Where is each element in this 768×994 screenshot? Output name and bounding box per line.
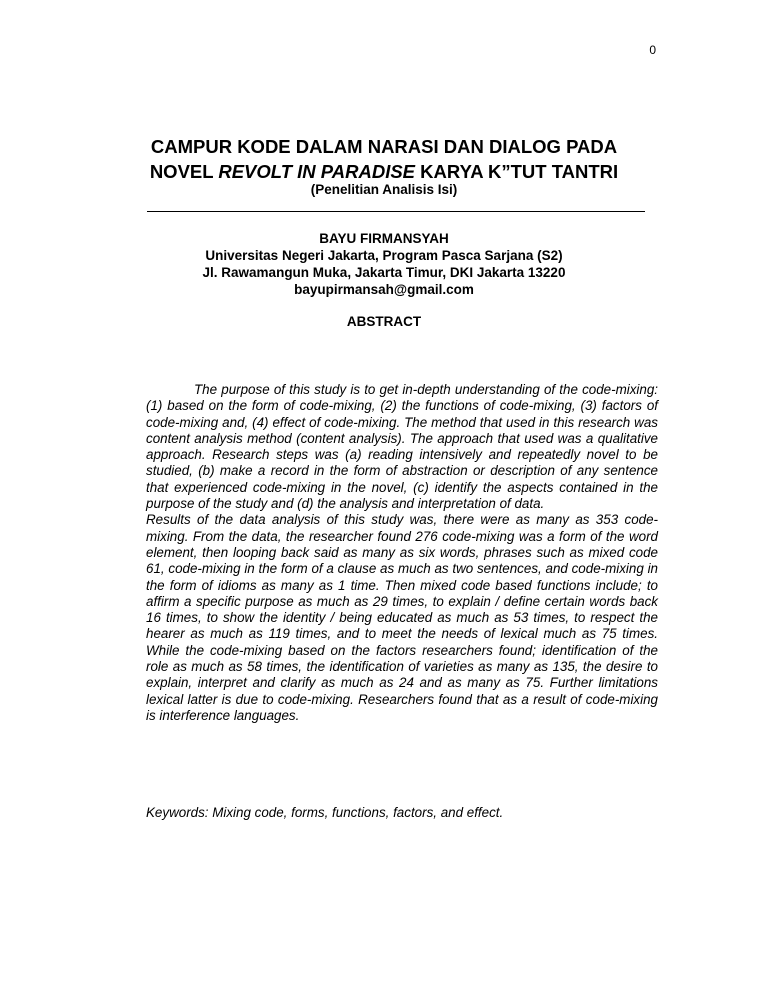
abstract-paragraph-1: The purpose of this study is to get in-depth understanding of the code-mixing: (1) based on the form of code-mixing, (2) the functions of code-mixing, (3) factors of code-mixing and, (4) effect of code-mixing. The method that used in this research was content analysis method (content analysis). The approach that used was a qualitative approach. Research steps was (a) reading intensively and repeatedly novel to be studied, (b) make a record in the form of abstraction or description of any sentence that experienced code-mixing in the novel, (c) identify the aspects contained in the purpose of the study and (d) the analysis and interpretation of data.	[146, 382, 658, 512]
author-affiliation: Universitas Negeri Jakarta, Program Pasca Sarjana (S2)	[205, 248, 563, 263]
abstract-heading: ABSTRACT	[346, 314, 422, 329]
abstract-body	[146, 382, 658, 724]
title-divider	[147, 211, 645, 212]
title-line-2-suffix: KARYA K”TUT TANTRI	[415, 161, 619, 182]
page-number: 0	[649, 43, 656, 57]
author-address: Jl. Rawamangun Muka, Jakarta Timur, DKI Jakarta 13220	[202, 265, 566, 280]
keywords: Keywords: Mixing code, forms, functions, factors, and effect.	[146, 805, 504, 820]
author-name: BAYU FIRMANSYAH	[319, 231, 449, 246]
paper-subtitle: (Penelitian Analisis Isi)	[310, 182, 458, 197]
title-line-1: CAMPUR KODE DALAM NARASI DAN DIALOG PADA	[150, 136, 618, 157]
title-line-2-prefix: NOVEL	[149, 161, 219, 182]
title-novel-name: REVOLT IN PARADISE	[218, 161, 416, 182]
abstract-paragraph-2: Results of the data analysis of this study was, there were as many as 353 code-mixing. From the data, the researcher found 276 code-mixing was a form of the word element, then looping back said as many as six words, phrases such as mixed code 61, code-mixing in the form of a clause as much as two sentences, and code-mixing in the form of idioms as many as 1 time. Then mixed code based functions include; to affirm a specific purpose as much as 29 times, to explain / define certain words back 16 times, to show the identity / being educated as much as 53 times, to respect the hearer as much as 119 times, and to meet the needs of lexical much as 75 times. While the code-mixing based on the factors researchers found; identification of the role as much as 58 times, the identification of varieties as many as 135, the desire to explain, interpret and clarify as much as 24 and as many as 75. Further limitations lexical latter is due to code-mixing. Researchers found that as a result of code-mixing is interference languages.	[146, 512, 658, 723]
paper-title	[100, 134, 668, 184]
author-block	[100, 230, 668, 298]
author-email: bayupirmansah@gmail.com	[294, 282, 474, 297]
